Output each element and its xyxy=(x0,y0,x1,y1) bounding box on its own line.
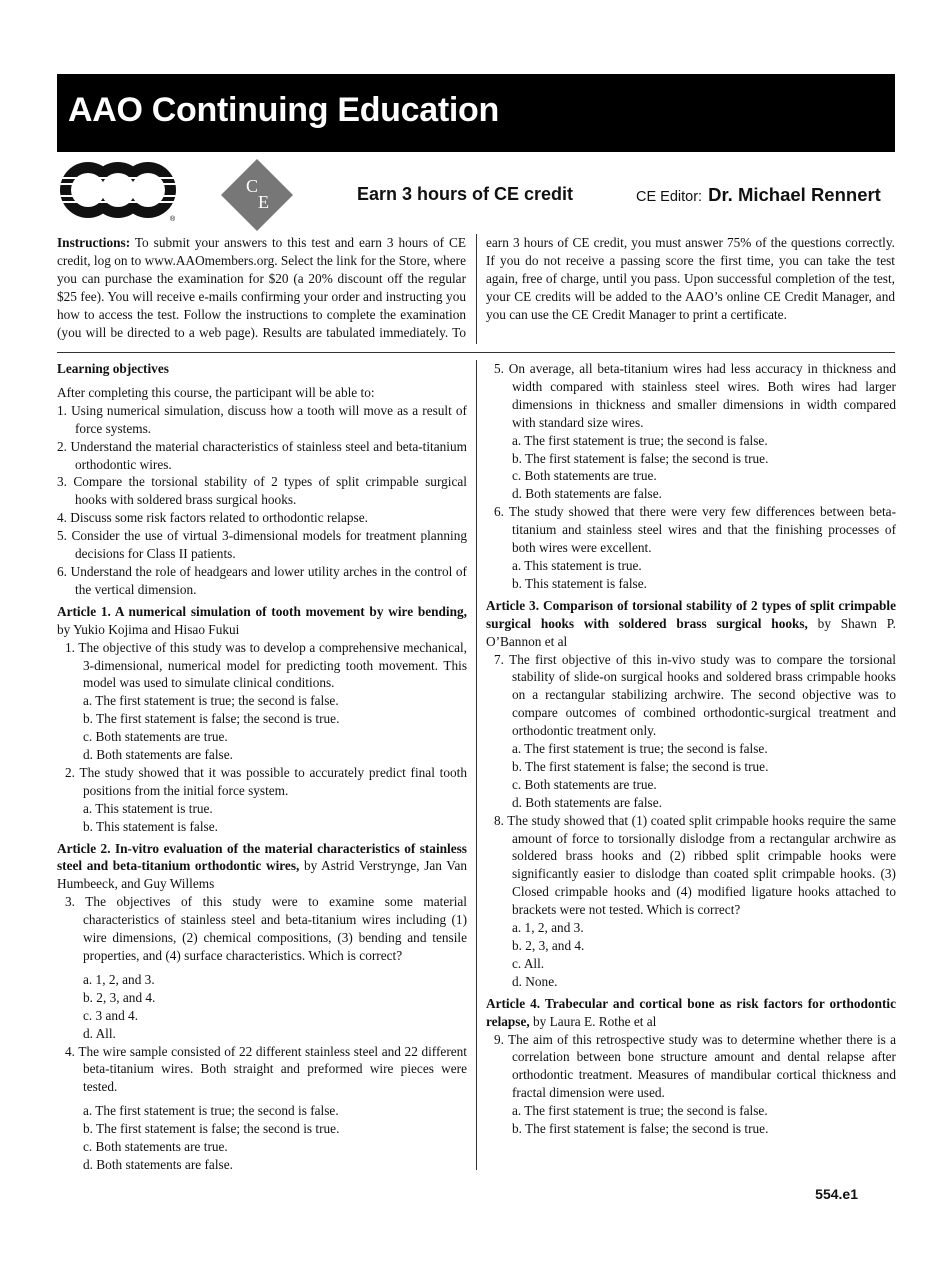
article-3-heading: Article 3. Comparison of torsional stability of 2 types of split crimpable surgical hooks with soldered brass surgical hooks, by Shawn P. O’Bannon et al xyxy=(486,597,896,649)
instructions-text: To submit your answers to this test and earn 3 hours of CE credit, log on to www.AAOmembers.org. Select the link for the Store, where you can purchase the examination for $20 (a 20% discount off the regular $25 fee). You will receive e-mails confirming your order and instructing you how to access the test. Follow the instructions to complete the examination (you will be directed to a web page). Results are tabulated immediately. To earn 3 hours of CE credit, you must answer 75% of the questions correctly. If you do not receive a passing score the first time, you can take the test again, free of charge, until you pass. Upon successful completion of the test, your CE credits will be added to the AAO’s online CE Credit Manager, and you can use the CE Credit Manager to print a certificate. xyxy=(57,235,895,340)
question-3: 3. The objectives of this study were to examine some material characteristics of stainless steel and beta-titanium wires including (1) wire dimensions, (2) chemical compositions, (3) bending and tensile properties, and (4) surface characteristics. Which is correct? xyxy=(65,894,467,963)
ce-editor xyxy=(636,184,881,206)
answer-option[interactable]: a. 1, 2, and 3. xyxy=(512,920,584,936)
question-1: 1. The objective of this study was to develop a comprehensive mechanical, 3-dimensional, numerical model for predicting tooth movement. This model was used to simulate clinical conditions. xyxy=(65,639,467,691)
divider-vertical xyxy=(476,360,477,1170)
left-column xyxy=(57,360,467,1174)
answer-option[interactable]: b. 2, 3, and 4. xyxy=(512,938,585,953)
divider-horizontal xyxy=(57,352,895,353)
question-5: 5. On average, all beta-titanium wires had less accuracy in thickness and width compared with stainless steel wires. Both wires had larger dimensions in thickness and smaller dimensions in width compared with standard size wires. xyxy=(494,361,896,430)
answer-option[interactable]: a. The first statement is true; the second is false. xyxy=(83,1103,339,1119)
svg-text:®: ® xyxy=(170,216,176,222)
answer-option[interactable]: b. This statement is false. xyxy=(512,575,647,591)
answer-option[interactable]: b. The first statement is false; the second is true. xyxy=(512,758,769,774)
ce-logo-letter-c: C xyxy=(246,176,259,196)
answer-option[interactable]: d. All. xyxy=(83,1025,116,1041)
right-column xyxy=(486,360,896,1138)
editor-name: Dr. Michael Rennert xyxy=(708,184,881,205)
answer-option[interactable]: b. 2, 3, and 4. xyxy=(83,989,156,1005)
answer-option[interactable]: d. Both statements are false. xyxy=(512,794,662,810)
page-number: 554.e1 xyxy=(815,1186,858,1202)
editor-label: CE Editor: xyxy=(636,189,703,205)
objectives-intro: After completing this course, the participant will be able to: xyxy=(57,384,375,400)
answer-option[interactable]: a. This statement is true. xyxy=(83,800,213,816)
objective-item: 1. Using numerical simulation, discuss how a tooth will move as a result of force systems. xyxy=(57,402,467,436)
answer-option[interactable]: a. The first statement is true; the second is false. xyxy=(83,693,339,709)
answer-option[interactable]: c. Both statements are true. xyxy=(512,776,657,792)
answer-option[interactable]: a. The first statement is true; the second is false. xyxy=(512,432,768,448)
credit-headline: Earn 3 hours of CE credit xyxy=(357,184,574,204)
answer-option[interactable]: b. The first statement is false; the second is true. xyxy=(512,1121,769,1137)
answer-option[interactable]: c. Both statements are true. xyxy=(83,1139,228,1155)
question-6: 6. The study showed that there were very few differences between beta-titanium and stainless steel wires and that the finishing processes of both wires were excellent. xyxy=(494,504,896,556)
instructions-block xyxy=(57,234,895,344)
instructions-label: Instructions: xyxy=(57,235,131,250)
article-1-heading: Article 1. A numerical simulation of tooth movement by wire bending, by Yukio Kojima and Hisao Fukui xyxy=(57,603,467,637)
objective-item: 4. Discuss some risk factors related to orthodontic relapse. xyxy=(57,510,368,526)
header-banner xyxy=(57,74,895,152)
answer-option[interactable]: c. Both statements are true. xyxy=(83,729,228,745)
answer-option[interactable]: a. The first statement is true; the second is false. xyxy=(512,1103,768,1119)
answer-option[interactable]: d. None. xyxy=(512,973,558,989)
answer-option[interactable]: d. Both statements are false. xyxy=(83,747,233,763)
answer-option[interactable]: a. 1, 2, and 3. xyxy=(83,971,155,987)
answer-option[interactable]: a. The first statement is true; the second is false. xyxy=(512,741,768,757)
answer-option[interactable]: c. Both statements are true. xyxy=(512,468,657,484)
answer-option[interactable]: d. Both statements are false. xyxy=(83,1156,233,1172)
objective-item: 5. Consider the use of virtual 3-dimensional models for treatment planning decisions for Class II patients. xyxy=(57,528,467,562)
answer-option[interactable]: b. The first statement is false; the second is true. xyxy=(83,711,340,727)
answer-option[interactable]: a. This statement is true. xyxy=(512,557,642,573)
aao-logo-icon xyxy=(58,160,178,222)
question-7: 7. The first objective of this in-vivo study was to compare the torsional stability of slide-on surgical hooks and soldered brass crimpable hooks on a rectangular stabilizing archwire. The second objective was to compare outcomes of combined orthodontic-surgical treatment and orthodontic treatment only. xyxy=(494,651,896,739)
objective-item: 2. Understand the material characteristics of stainless steel and beta-titanium orthodontic wires. xyxy=(57,438,467,472)
question-4: 4. The wire sample consisted of 22 different stainless steel and 22 different beta-titanium wires. Both straight and preformed wire pieces were tested. xyxy=(65,1043,467,1095)
objective-item: 6. Understand the role of headgears and lower utility arches in the control of the vertical dimension. xyxy=(57,563,467,597)
question-9: 9. The aim of this retrospective study was to determine whether there is a correlation between bone structure amount and dental relapse after orthodontic treatment. Measures of mandibular cortical thickness and fractal dimension were used. xyxy=(494,1031,896,1101)
objective-item: 3. Compare the torsional stability of 2 types of split crimpable surgical hooks with soldered brass surgical hooks. xyxy=(57,474,467,508)
answer-option[interactable]: c. All. xyxy=(512,955,545,971)
answer-option[interactable]: d. Both statements are false. xyxy=(512,486,662,502)
answer-option[interactable]: b. This statement is false. xyxy=(83,818,218,834)
question-2: 2. The study showed that it was possible to accurately predict final tooth positions from the initial force system. xyxy=(65,764,467,798)
question-8: 8. The study showed that (1) coated split crimpable hooks require the same amount of force to torsionally dislodge from a rectangular archwire as soldered brass hooks and (2) ribbed split crimpable hooks were significantly easier to dislodge than coated split crimpable hooks. (3) Closed crimpable hooks and (4) modified ligature hooks attached to brackets were not tested. Which is correct? xyxy=(494,812,896,918)
answer-option[interactable]: b. The first statement is false; the second is true. xyxy=(83,1121,340,1137)
answer-option[interactable]: b. The first statement is false; the second is true. xyxy=(512,450,769,466)
ce-logo-letter-e: E xyxy=(258,192,269,212)
page-title: AAO Continuing Education xyxy=(68,91,499,129)
article-2-heading: Article 2. In-vitro evaluation of the material characteristics of stainless steel and beta-titanium orthodontic wires, by Astrid Verstrynge, Jan Van Humbeeck, and Guy Willems xyxy=(57,840,467,892)
ce-diamond-logo-icon xyxy=(220,158,294,232)
answer-option[interactable]: c. 3 and 4. xyxy=(83,1007,139,1023)
objectives-heading: Learning objectives xyxy=(57,361,169,376)
article-4-heading: Article 4. Trabecular and cortical bone as risk factors for orthodontic relapse, by Laura E. Rothe et al xyxy=(486,995,896,1029)
